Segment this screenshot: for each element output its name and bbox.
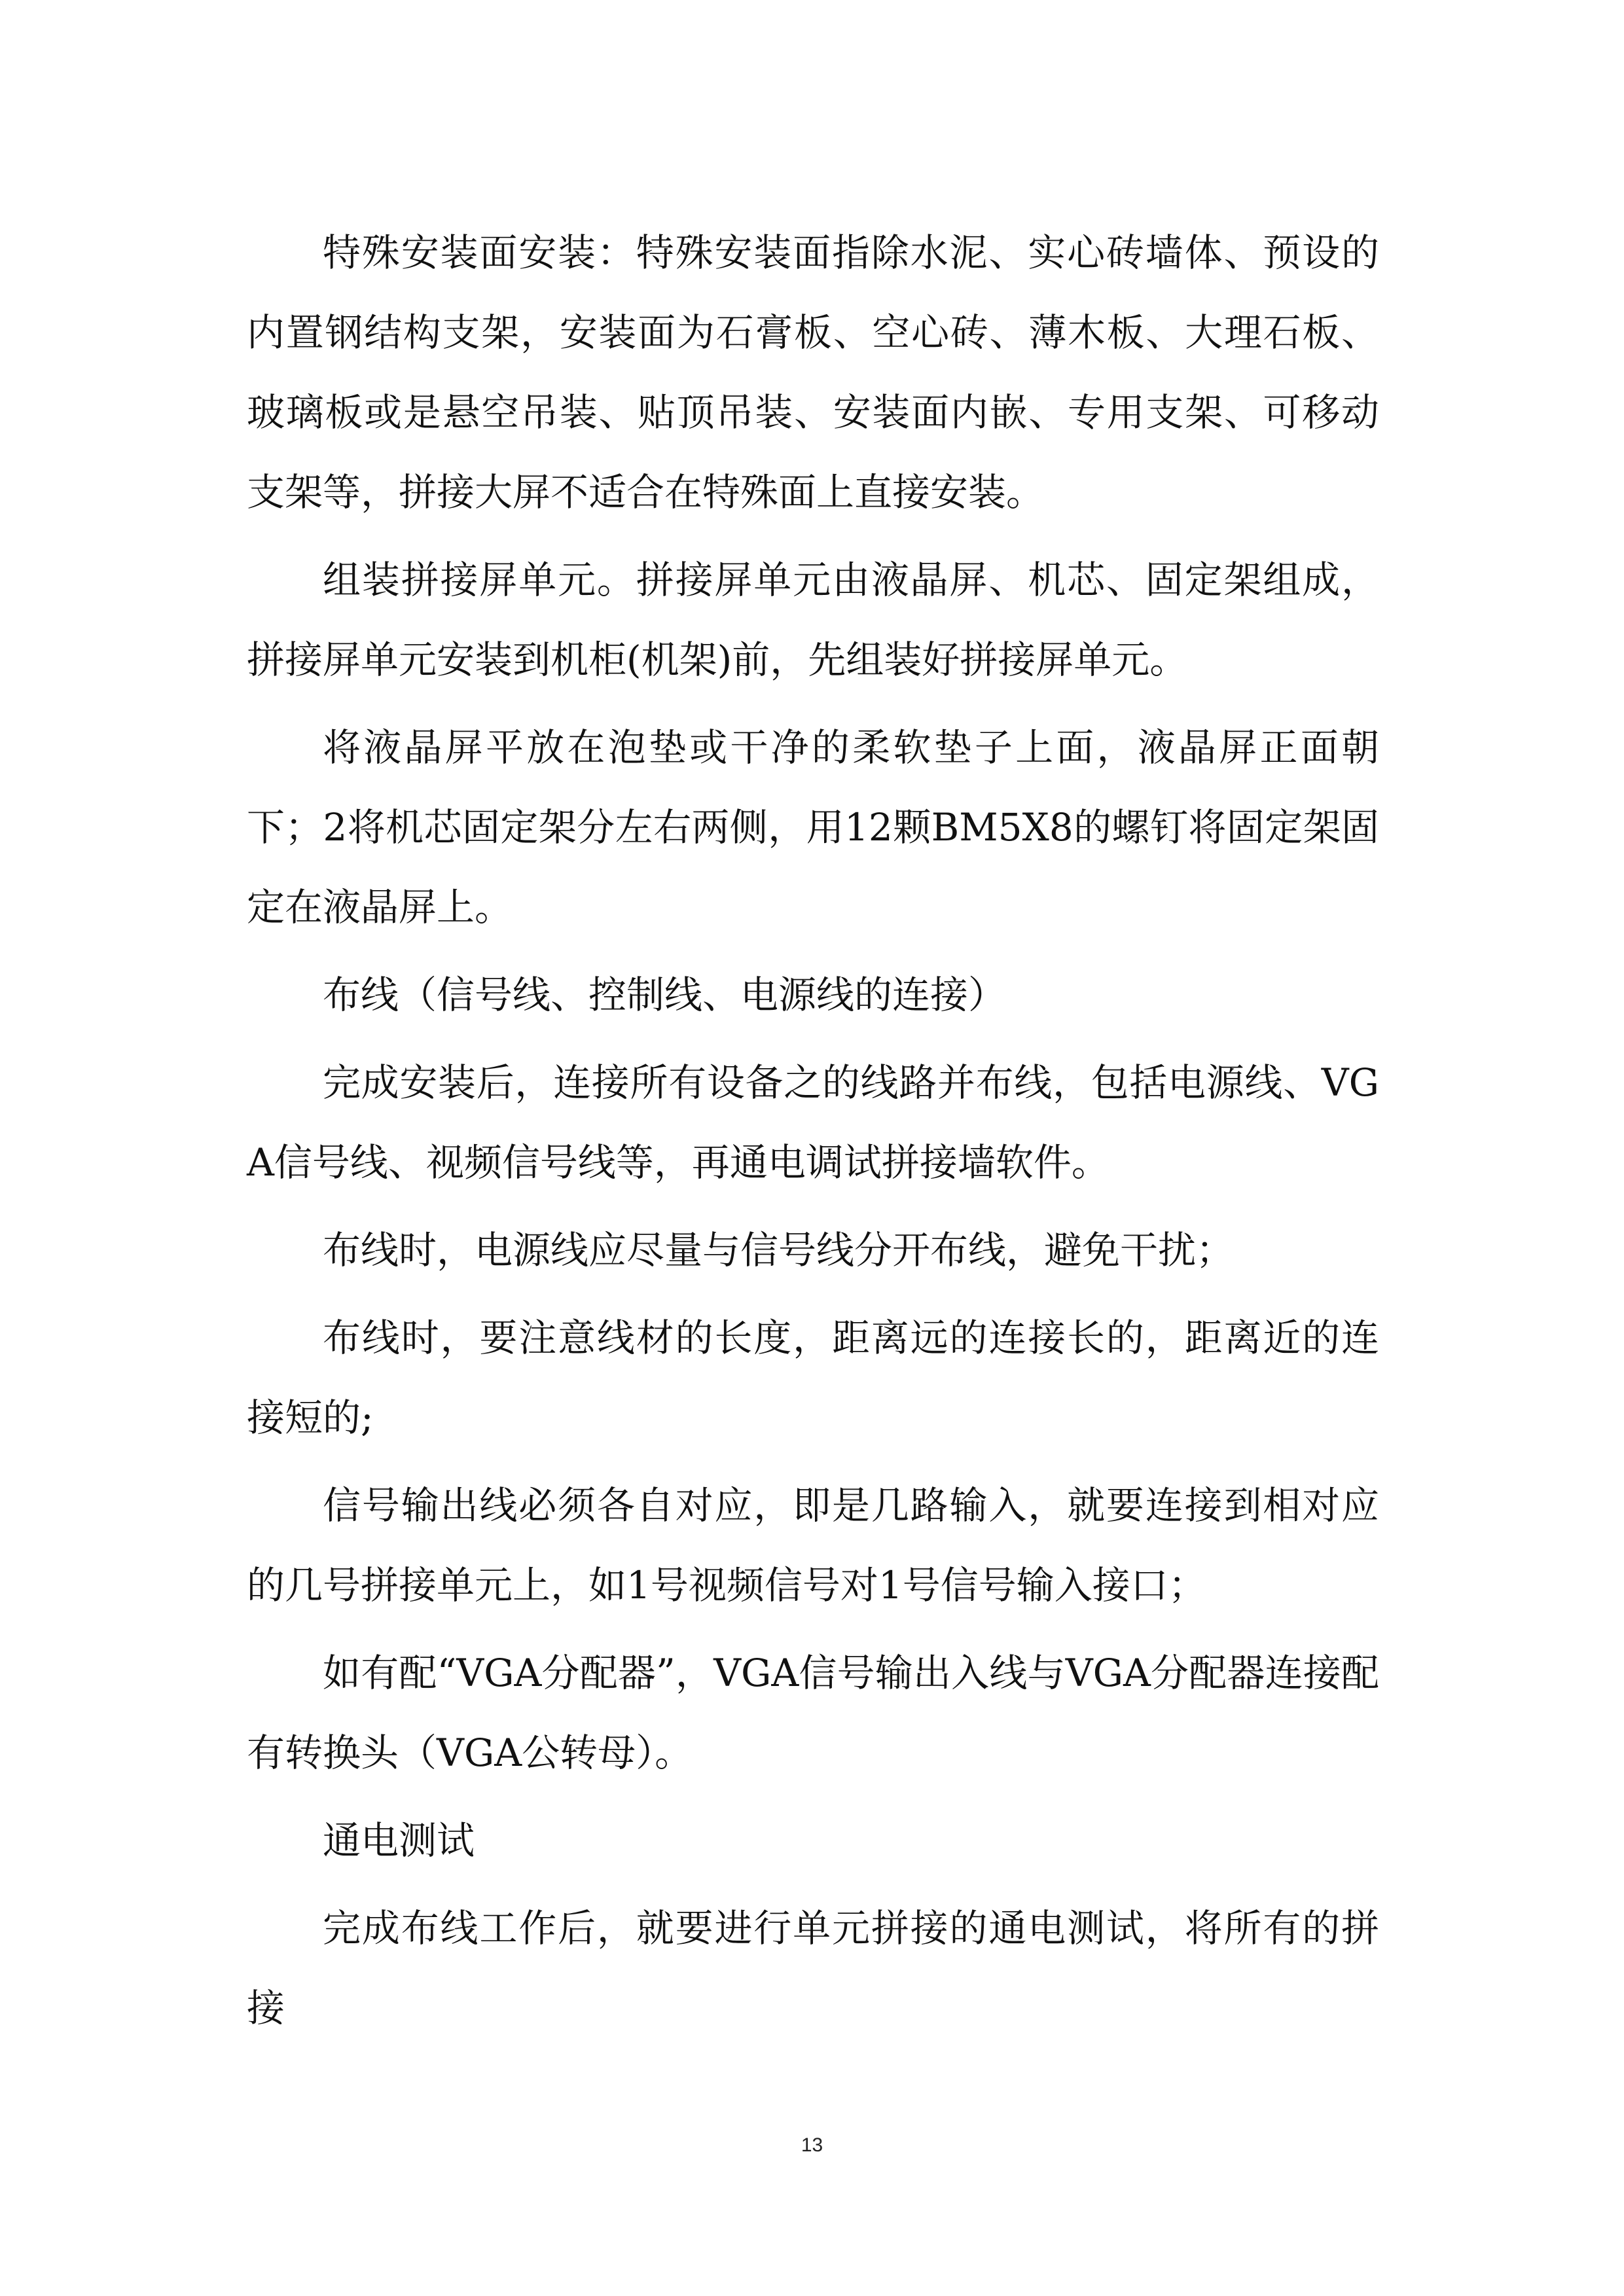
paragraph-wiring-length: 布线时，要注意线材的长度，距离远的连接长的，距离近的连接短的; (247, 1316, 1379, 1440)
paragraph-assemble-unit: 组装拼接屏单元。拼接屏单元由液晶屏、机芯、固定架组成，拼接屏单元安装到机柜(机架)前，先组装好拼接屏单元。 (247, 558, 1379, 682)
paragraph-wiring-power: 布线时，电源线应尽量与信号线分开布线，避免干扰； (323, 1228, 1235, 1272)
page-number: 13 (801, 2134, 823, 2156)
paragraph-power-test: 完成布线工作后，就要进行单元拼接的通电测试，将所有的拼接 (247, 1906, 1379, 2030)
paragraph-wiring-overview: 完成安装后，连接所有设备之的线路并布线，包括电源线、VGA信号线、视频信号线等，再通电调试拼接墙软件。 (247, 1060, 1379, 1185)
heading-wiring: 布线（信号线、控制线、电源线的连接） (323, 973, 1007, 1017)
paragraph-vga-splitter: 如有配“VGA分配器”，VGA信号输出入线与VGA分配器连接配有转换头（VGA公转母）。 (247, 1651, 1379, 1775)
paragraph-signal-output: 信号输出线必须各自对应，即是几路输入，就要连接到相对应的几号拼接单元上，如1号视频信号对1号信号输入接口； (247, 1483, 1379, 1607)
heading-power-test: 通电测试 (323, 1818, 475, 1863)
paragraph-special-installation: 特殊安装面安装：特殊安装面指除水泥、实心砖墙体、预设的内置钢结构支架，安装面为石膏板、空心砖、薄木板、大理石板、玻璃板或是悬空吊装、贴顶吊装、安装面内嵌、专用支架、可移动支架等，拼接大屏不适合在特殊面上直接安装。 (247, 230, 1379, 514)
paragraph-lcd-placement: 将液晶屏平放在泡垫或干净的柔软垫子上面，液晶屏正面朝下；2将机芯固定架分左右两侧，用12颗BM5X8的螺钉将固定架固定在液晶屏上。 (247, 725, 1379, 929)
body-text (247, 213, 1379, 2056)
